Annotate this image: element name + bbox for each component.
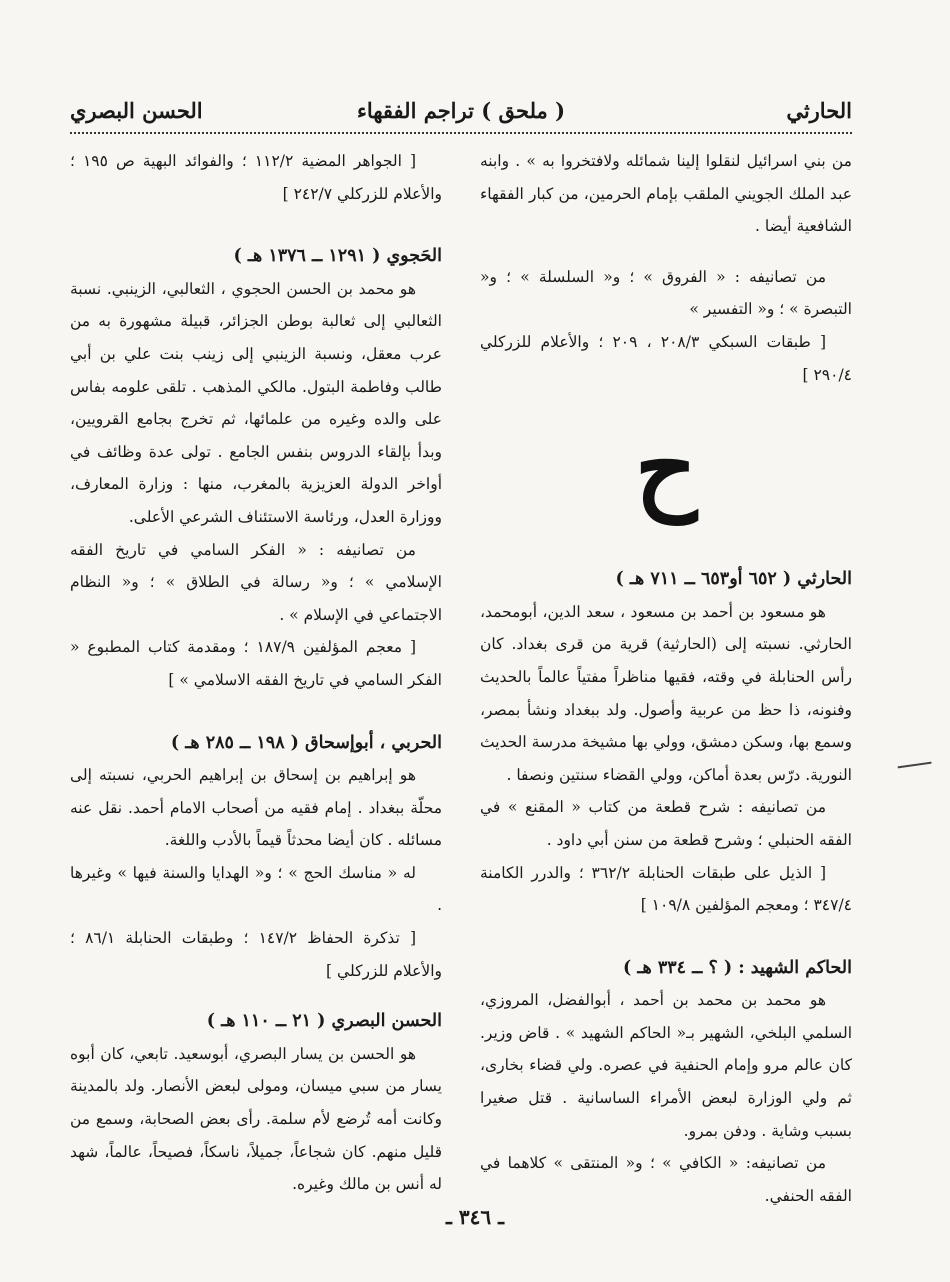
entry-bio-hasan-basri: هو الحسن بن يسار البصري، أبوسعيد. تابعي، كان أبوه يسار من سبي ميسان، ومولى لبعض الأنصار. ولد بالمدينة وكانت أمه تُرضع لأم سلمة. رأى بعض الصحابة، وسمع من قليل منهم. كان شجاعاً، جميلاً، ناسكاً، فصيحاً، عالماً، شهد له أنس بن مالك وغيره. <box>70 1044 442 1194</box>
sources-paragraph: [ طبقات السبكي ٢٠٨/٣ ، ٢٠٩ ؛ والأعلام للزركلي ٢٩٠/٤ ] <box>480 332 852 384</box>
entry-works-hakim: من تصانيفه: « الكافي » ؛ و« المنتقى » كلاهما في الفقه الحنفي. <box>480 1154 852 1205</box>
entry-title-hajwi: الحَجوي ( ١٢٩١ ــ ١٣٧٦ هـ ) <box>233 246 442 267</box>
running-header <box>70 92 852 134</box>
works-paragraph: من تصانيفه : « الفروق » ؛ و« السلسلة » ؛ و« التبصرة » ؛ و« التفسير » <box>480 267 852 319</box>
entry-title-hakim: الحاكم الشهيد : ( ؟ ــ ٣٣٤ هـ ) <box>622 957 852 978</box>
entry-title-hasan-basri: الحسن البصري ( ٢١ ــ ١١٠ هـ ) <box>206 1011 442 1032</box>
entry-title-harbi: الحربي ، أبوإسحاق ( ١٩٨ ــ ٢٨٥ هـ ) <box>170 732 442 753</box>
left-column <box>70 145 442 1194</box>
entry-bio-hajwi: هو محمد بن الحسن الحجوي ، الثعالبي، الزينبي. نسبة الثعالبي إلى ثعالبة بوطن الجزائر، قبيلة مشهورة به من عرب معقل، ونسبة الزينبي إلى زينب بنت علي بن أبي طالب وفاطمة البتول. مالكي المذهب . تلقى علومه بفاس على والده وغيره من علمائها، ثم تخرج بجامع القرويين، وبدأ بإلقاء الدروس بنفس الجامع . تولى عدة وظائف في أواخر الدولة العزيزية بالمغرب، منها : وزارة المعارف، ووزارة العدل، ورئاسة الاستئناف الشرعي الأعلى. <box>70 279 442 526</box>
entry-bio-harithi: هو مسعود بن أحمد بن مسعود ، سعد الدين، أبومحمد، الحارثي. نسبته إلى (الحارثية) قرية من قرى بغداد. كان رأس الحنابلة في وقته، فقيها مناظراً مفتياً عالماً بالحديث وفنونه، ذا حظ من عربية وأصول. ولد ببغداد ونشأ بمصر، وسمع بها، وسكن دمشق، وولي بها مشيخة مدرسة الحديث النورية. درّس بعدة أماكن، وولي القضاء سنتين ونصفا . <box>480 602 852 784</box>
header-right-entry: الحارثي <box>786 98 852 123</box>
section-letter: ح <box>635 411 697 525</box>
header-book-title: ( ملحق ) تراجم الفقهاء <box>356 98 566 123</box>
sources-paragraph-continued: [ الجواهر المضية ١١٢/٢ ؛ والفوائد البهية ص ١٩٥ ؛ والأعلام للزركلي ٢٤٢/٧ ] <box>70 152 442 203</box>
continued-paragraph: من بني اسرائيل لنقلوا إلينا شمائله ولافتخروا به » . وابنه عبد الملك الجويني الملقب بإمام الحرمين، من كبار الفقهاء الشافعية أيضا . <box>480 152 852 236</box>
entry-sources-hajwi: [ معجم المؤلفين ١٨٧/٩ ؛ ومقدمة كتاب المطبوع « الفكر السامي في تاريخ الفقه الاسلامي » ] <box>70 638 442 689</box>
entry-title-harithi: الحارثي ( ٦٥٢ أو٦٥٣ ــ ٧١١ هـ ) <box>615 569 852 590</box>
header-left-entry: الحسن البصري <box>70 98 203 123</box>
entry-bio-harbi: هو إبراهيم بن إسحاق بن إبراهيم الحربي، نسبته إلى محلّة ببغداد . إمام فقيه من أصحاب الامام أحمد. نقل عنه مسائله . كان أيضا محدثاً قيماً بالأدب واللغة. <box>70 766 442 850</box>
entry-works-harithi: من تصانيفه : شرح قطعة من كتاب « المقنع » في الفقه الحنبلي ؛ وشرح قطعة من سنن أبي داود . <box>480 798 852 849</box>
margin-mark <box>898 762 933 775</box>
entry-bio-hakim: هو محمد بن محمد بن أحمد ، أبوالفضل، المروزي، السلمي البلخي، الشهير بـ« الحاكم الشهيد » . قاض وزير. كان عالم مرو وإمام الحنفية في عصره. ولي قضاء بخارى، ثم ولي الوزارة لبعض الأمراء الساسانية . قتل صغيرا بسبب وشاية . ودفن بمرو. <box>480 991 852 1140</box>
entry-sources-harithi: [ الذيل على طبقات الحنابلة ٣٦٢/٢ ؛ والدرر الكامنة ٣٤٧/٤ ؛ ومعجم المؤلفين ١٠٩/٨ ] <box>480 863 852 915</box>
entry-works-harbi: له « مناسك الحج » ؛ و« الهدايا والسنة فيها » وغيرها . <box>70 863 442 915</box>
right-column <box>480 145 852 1205</box>
page-number: ـ ٣٤٦ ـ <box>446 1205 504 1229</box>
entry-works-hajwi: من تصانيفه : « الفكر السامي في تاريخ الفقه الإسلامي » ؛ و« رسالة في الطلاق » ؛ و« النظام الاجتماعي في الإسلام » . <box>70 540 442 624</box>
entry-sources-harbi: [ تذكرة الحفاظ ١٤٧/٢ ؛ وطبقات الحنابلة ٨٦/١ ؛ والأعلام للزركلي ] <box>70 929 442 980</box>
